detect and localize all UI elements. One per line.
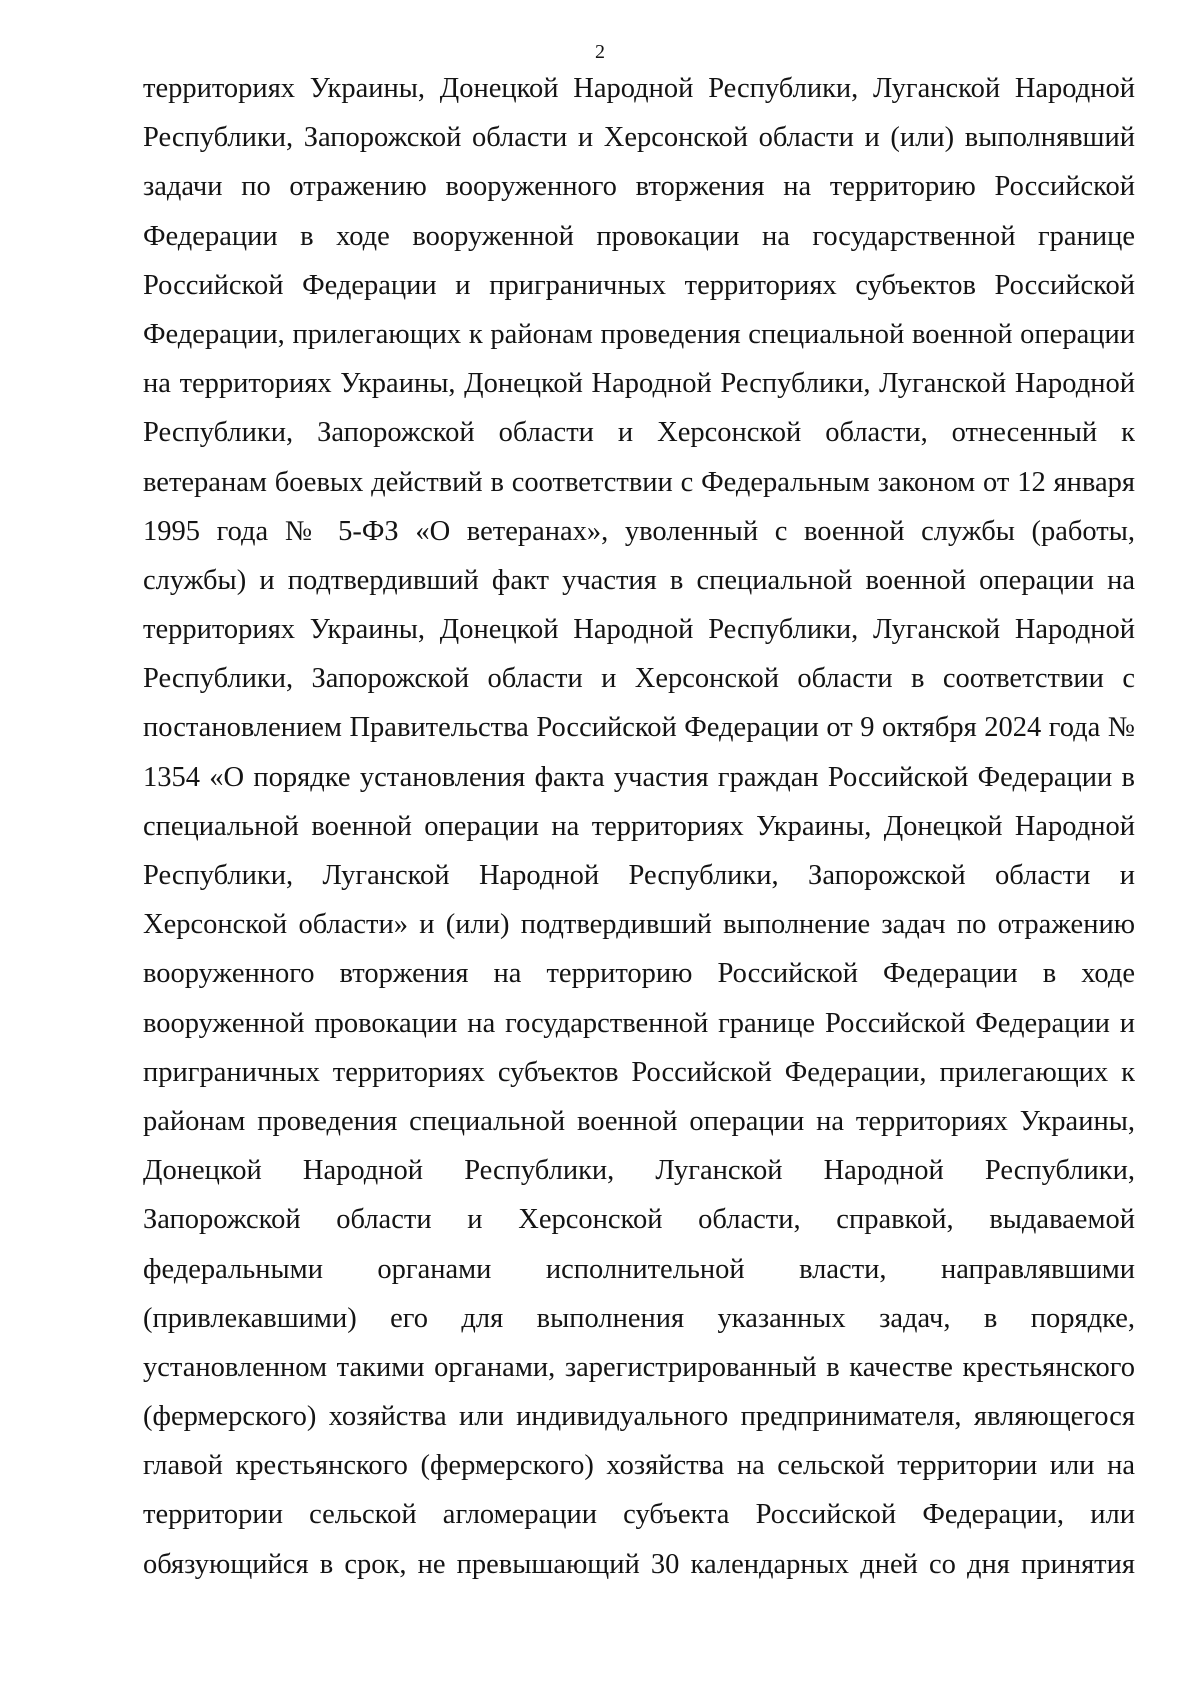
text-line: постановлением Правительства Российской Федерации от 9 октября 2024 года № [143,712,1135,744]
text-line: Донецкой Народной Республики, Луганской Народной Республики, [143,1155,1135,1187]
text-line: Республики, Запорожской области и Херсонской области в соответствии с [143,663,1135,695]
text-line: задачи по отражению вооруженного вторжения на территорию Российской [143,171,1135,203]
text-line: территориях Украины, Донецкой Народной Республики, Луганской Народной [143,73,1135,104]
text-line: районам проведения специальной военной операции на территориях Украины, [143,1105,1135,1137]
text-line: Российской Федерации и приграничных территориях субъектов Российской [143,269,1135,301]
text-line: Запорожской области и Херсонской области, справкой, выдаваемой [143,1204,1135,1236]
text-line: установленном такими органами, зарегистрированный в качестве крестьянского [143,1351,1135,1383]
text-line: территориях Украины, Донецкой Народной Республики, Луганской Народной [143,614,1135,646]
text-line: главой крестьянского (фермерского) хозяйства на сельской территории или на [143,1450,1135,1482]
text-line: специальной военной операции на территориях Украины, Донецкой Народной [143,810,1135,842]
text-line: Херсонской области» и (или) подтвердивший выполнение задач по отражению [143,909,1135,941]
text-line: ветеранам боевых действий в соответствии с Федеральным законом от 12 января [143,466,1135,498]
text-line: (привлекавшими) его для выполнения указанных задач, в порядке, [143,1302,1135,1334]
text-line: федеральными органами исполнительной власти, направлявшими [143,1253,1135,1285]
text-line: 1354 «О порядке установления факта участия граждан Российской Федерации в [143,761,1135,793]
text-line: (фермерского) хозяйства или индивидуального предпринимателя, являющегося [143,1401,1135,1433]
document-body [143,64,1135,1589]
text-line: службы) и подтвердивший факт участия в специальной военной операции на [143,564,1135,596]
text-line: обязующийся в срок, не превышающий 30 календарных дней со дня принятия [143,1548,1135,1580]
text-line: Федерации в ходе вооруженной провокации на государственной границе [143,220,1135,252]
text-line: вооруженной провокации на государственной границе Российской Федерации и [143,1007,1135,1039]
text-line: территории сельской агломерации субъекта Российской Федерации, или [143,1499,1135,1531]
text-line: 1995 года № 5-ФЗ «О ветеранах», уволенный с военной службы (работы, [143,515,1135,547]
page-number: 2 [595,41,605,63]
text-line: Республики, Луганской Народной Республики, Запорожской области и [143,860,1135,891]
text-line: Республики, Запорожской области и Херсонской области и (или) выполнявший [143,122,1135,154]
text-line: на территориях Украины, Донецкой Народной Республики, Луганской Народной [143,368,1135,400]
text-line: вооруженного вторжения на территорию Российской Федерации в ходе [143,958,1135,990]
text-line: Федерации, прилегающих к районам проведения специальной военной операции [143,318,1135,350]
text-line: приграничных территориях субъектов Российской Федерации, прилегающих к [143,1056,1135,1088]
text-line: Республики, Запорожской области и Херсонской области, отнесенный к [143,417,1135,449]
